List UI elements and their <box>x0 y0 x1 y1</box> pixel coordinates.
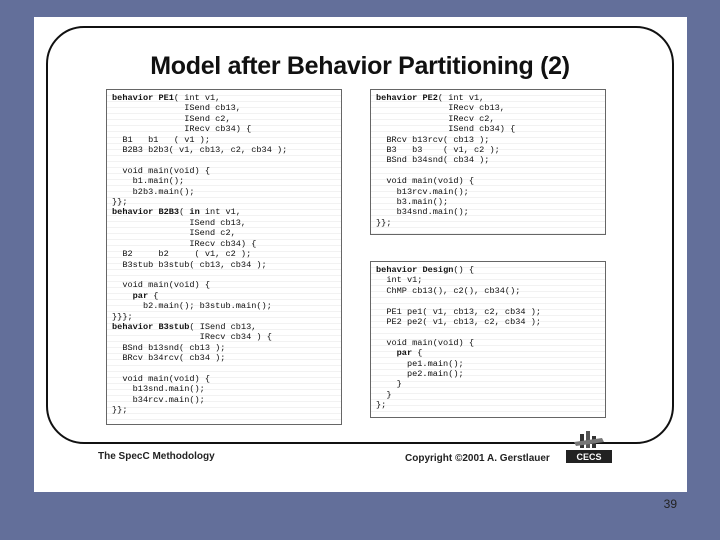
cecs-logo <box>566 428 612 464</box>
footer-methodology: The SpecC Methodology <box>98 451 215 462</box>
logo-text: CECS <box>576 452 602 462</box>
slide-title: Model after Behavior Partitioning (2) <box>150 52 570 80</box>
code-panel-design <box>370 261 606 418</box>
code-panel-pe1 <box>106 89 342 425</box>
footer-copyright: Copyright ©2001 A. Gerstlauer <box>405 453 550 464</box>
code-block-pe1: behavior PE1( int v1, ISend cb13, ISend c2, IRecv cb34) { B1 b1 ( v1 ); B2B3 b2b3( v1, cb13, c2, cb34 ); void main(void) { b1.main(); b2b3.main(); }}; behavior B2B3( in int v1, ISend cb13, ISend c2, IRecv cb34) { B2 b2 ( v1, c2 ); B3stub b3stub( cb13, cb34 ); void main(void) { par { b2.main(); b3stub.main(); }}}; behavior B3stub( ISend cb13, IRecv cb34 ) { BSnd b13snd( cb13 ); BRcv b34rcv( cb34 ); void main(void) { b13snd.main(); b34rcv.main(); }}; <box>112 93 288 416</box>
code-block-pe2: behavior PE2( int v1, IRecv cb13, IRecv c2, ISend cb34) { BRcv b13rcv( cb13 ); B3 b3 ( v1, c2 ); BSnd b34snd( cb34 ); void main(void) { b13rcv.main(); b3.main(); b34snd.main(); }}; <box>376 93 516 228</box>
page-number: 39 <box>663 497 677 511</box>
code-block-design: behavior Design() { int v1; ChMP cb13(), c2(), cb34(); PE1 pe1( v1, cb13, c2, cb34 ); PE2 pe2( v1, cb13, c2, cb34 ); void main(void) { par { pe1.main(); pe2.main(); } } }; <box>376 265 542 411</box>
code-panel-pe2 <box>370 89 606 235</box>
